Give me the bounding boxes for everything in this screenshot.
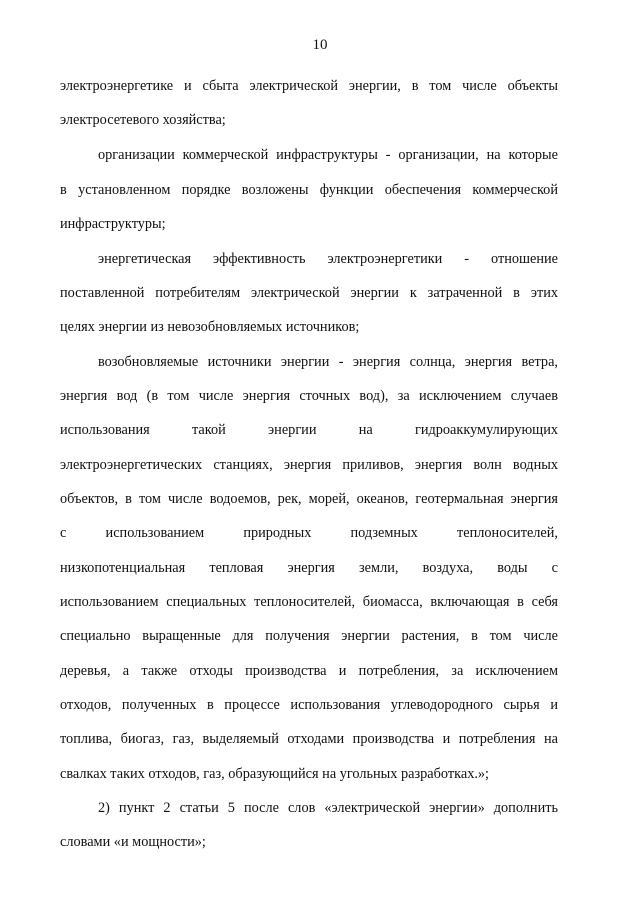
text-line: специально выращенные для получения энергии растения, в том числе — [60, 628, 558, 644]
text-line: деревья, а также отходы производства и потребления, за исключением — [60, 663, 558, 679]
page-number: 10 — [312, 37, 328, 53]
text-line: свалках таких отходов, газ, образующийся на угольных разработках.»; — [60, 766, 490, 782]
text-line: поставленной потребителям электрической энергии к затраченной в этих — [60, 285, 558, 301]
text-line: в установленном порядке возложены функции обеспечения коммерческой — [60, 182, 558, 198]
text-line: низкопотенциальная тепловая энергия земли, воздуха, воды с — [60, 560, 558, 576]
text-line: словами «и мощности»; — [60, 834, 206, 850]
text-line: электроэнергетических станциях, энергия приливов, энергия волн водных — [60, 457, 558, 473]
text-line: электросетевого хозяйства; — [60, 112, 226, 128]
text-line: использования такой энергии на гидроаккумулирующих — [60, 422, 558, 438]
text-line: топлива, биогаз, газ, выделяемый отходами производства и потребления на — [60, 731, 558, 747]
text-line: энергетическая эффективность электроэнергетики - отношение — [98, 251, 558, 267]
text-line: отходов, полученных в процессе использования углеводородного сырья и — [60, 697, 558, 713]
text-line: инфраструктуры; — [60, 216, 166, 232]
text-line: целях энергии из невозобновляемых источников; — [60, 319, 360, 335]
text-line: электроэнергетике и сбыта электрической энергии, в том числе объекты — [60, 78, 558, 94]
text-line: с использованием природных подземных теплоносителей, — [60, 525, 558, 541]
text-line: возобновляемые источники энергии - энергия солнца, энергия ветра, — [98, 354, 558, 370]
text-line: 2) пункт 2 статьи 5 после слов «электрической энергии» дополнить — [98, 800, 558, 816]
text-line: использованием специальных теплоносителей, биомасса, включающая в себя — [60, 594, 558, 610]
text-line: организации коммерческой инфраструктуры - организации, на которые — [98, 147, 558, 163]
text-line: энергия вод (в том числе энергия сточных вод), за исключением случаев — [60, 388, 558, 404]
text-line: объектов, в том числе водоемов, рек, морей, океанов, геотермальная энергия — [60, 491, 558, 507]
